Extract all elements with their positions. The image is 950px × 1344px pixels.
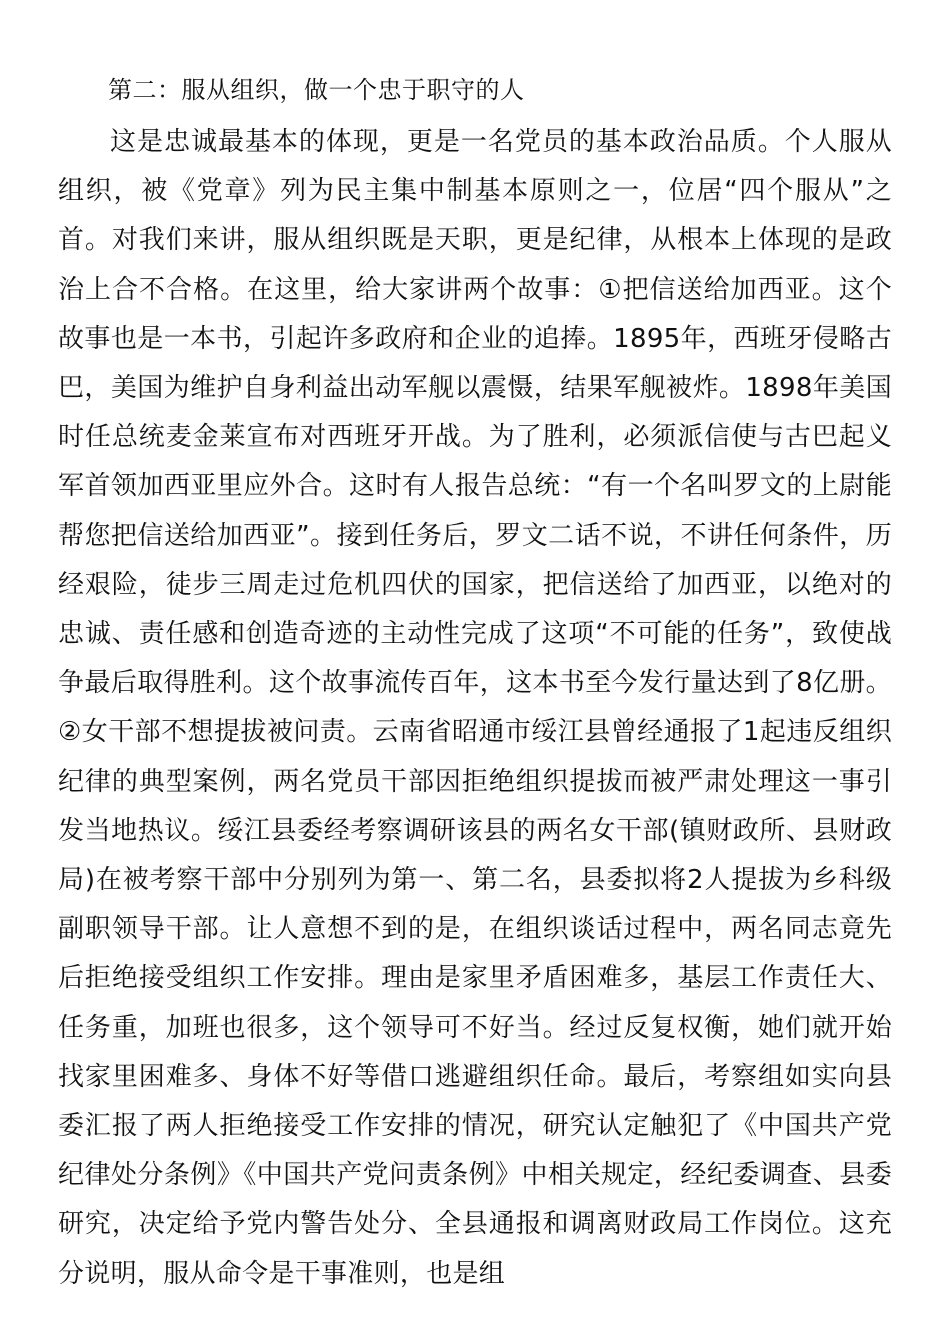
body-paragraph: 这是忠诚最基本的体现，更是一名党员的基本政治品质。个人服从组织，被《党章》列为民主集中制基本原则之一，位居“四个服从”之首。对我们来讲，服从组织既是天职，更是纪律，从根本上体现的是政治上合不合格。在这里，给大家讲两个故事：①把信送给加西亚。这个故事也是一本书，引起许多政府和企业的追捧。1895年，西班牙侵略古巴，美国为维护自身利益出动军舰以震慑，结果军舰被炸。1898年美国时任总统麦金莱宣布对西班牙开战。为了胜利，必须派信使与古巴起义军首领加西亚里应外合。这时有人报告总统：“有一个名叫罗文的上尉能帮您把信送给加西亚”。接到任务后，罗文二话不说，不讲任何条件，历经艰险，徒步三周走过危机四伏的国家，把信送给了加西亚，以绝对的忠诚、责任感和创造奇迹的主动性完成了这项“不可能的任务”，致使战争最后取得胜利。这个故事流传百年，这本书至今发行量达到了8亿册。②女干部不想提拔被问责。云南省昭通市绥江县曾经通报了1起违反组织纪律的典型案例，两名党员干部因拒绝组织提拔而被严肃处理这一事引发当地热议。绥江县委经考察调研该县的两名女干部(镇财政所、县财政局)在被考察干部中分别列为第一、第二名，县委拟将2人提拔为乡科级副职领导干部。让人意想不到的是，在组织谈话过程中，两名同志竟先后拒绝接受组织工作安排。理由是家里矛盾困难多，基层工作责任大、任务重，加班也很多，这个领导可不好当。经过反复权衡，她们就开始找家里困难多、身体不好等借口逃避组织任命。最后，考察组如实向县委汇报了两人拒绝接受工作安排的情况，研究认定触犯了《中国共产党纪律处分条例》《中国共产党问责条例》中相关规定，经纪委调查、县委研究，决定给予党内警告处分、全县通报和调离财政局工作岗位。这充分说明，服从命令是干事准则，也是组: [58, 127, 892, 1289]
section-heading: 第二：服从组织，做一个忠于职守的人: [108, 76, 525, 104]
